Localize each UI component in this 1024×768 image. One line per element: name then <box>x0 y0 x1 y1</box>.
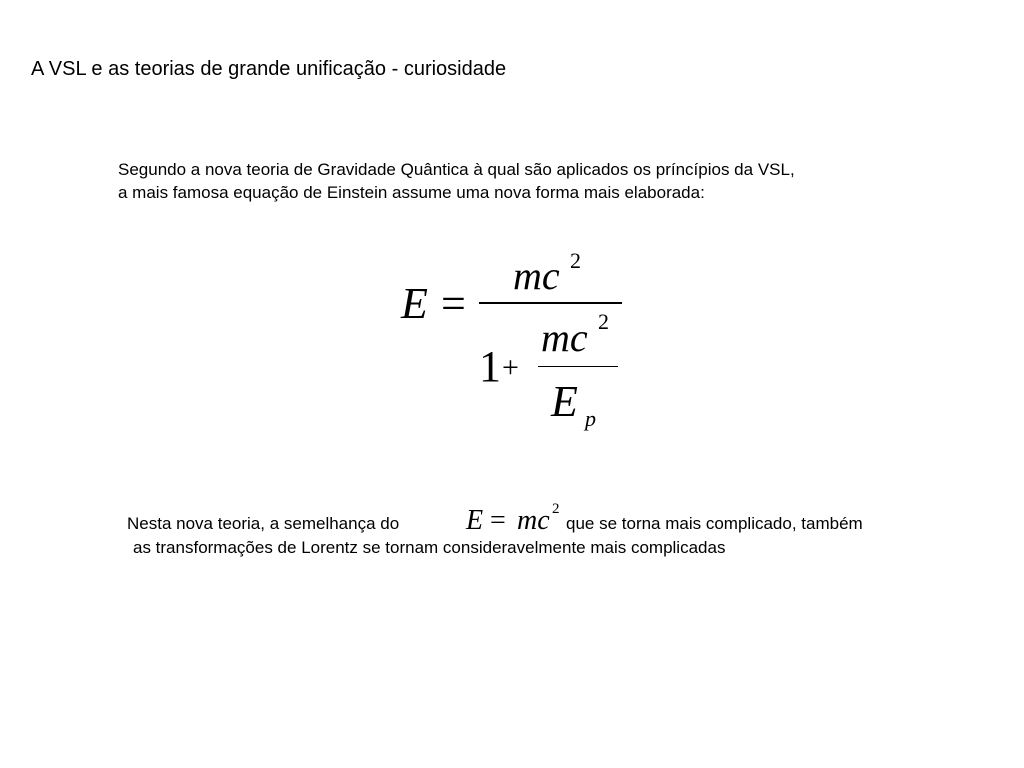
intro-line-1: Segundo a nova teoria de Gravidade Quântica à qual são aplicados os príncípios da VSL, <box>118 160 795 179</box>
inner-fraction-numerator: mc <box>541 315 588 360</box>
inline-equation-exponent: 2 <box>552 501 560 517</box>
inline-equation-equals: = <box>490 505 506 536</box>
closing-line-2: as transformações de Lorentz se tornam consideravelmente mais complicadas <box>133 538 726 557</box>
inner-fraction-bar <box>538 366 618 367</box>
inline-equation-mc: mc <box>517 505 550 536</box>
equation-equals-sign: = <box>441 279 466 328</box>
inner-fraction-subscript: p <box>585 406 596 431</box>
inline-equation-e: E <box>466 505 484 536</box>
slide-title: A VSL e as teorias de grande unificação - curiosidade <box>31 58 507 80</box>
equation-lhs-e: E <box>401 279 428 328</box>
closing-line-1-start: Nesta nova teoria, a semelhança do <box>127 514 400 533</box>
equation-denominator-one: 1 <box>479 342 501 391</box>
closing-line-1-end: que se torna mais complicado, também <box>566 514 863 533</box>
inner-fraction-denominator: E <box>551 377 578 426</box>
inner-fraction-exponent: 2 <box>598 309 609 334</box>
equation-numerator-exponent: 2 <box>570 248 581 273</box>
intro-line-2: a mais famosa equação de Einstein assume uma nova forma mais elaborada: <box>118 183 705 202</box>
intro-paragraph <box>118 158 795 204</box>
main-fraction-bar <box>479 302 622 304</box>
equation-plus-sign: + <box>502 351 519 384</box>
equation-numerator: mc <box>513 253 560 298</box>
